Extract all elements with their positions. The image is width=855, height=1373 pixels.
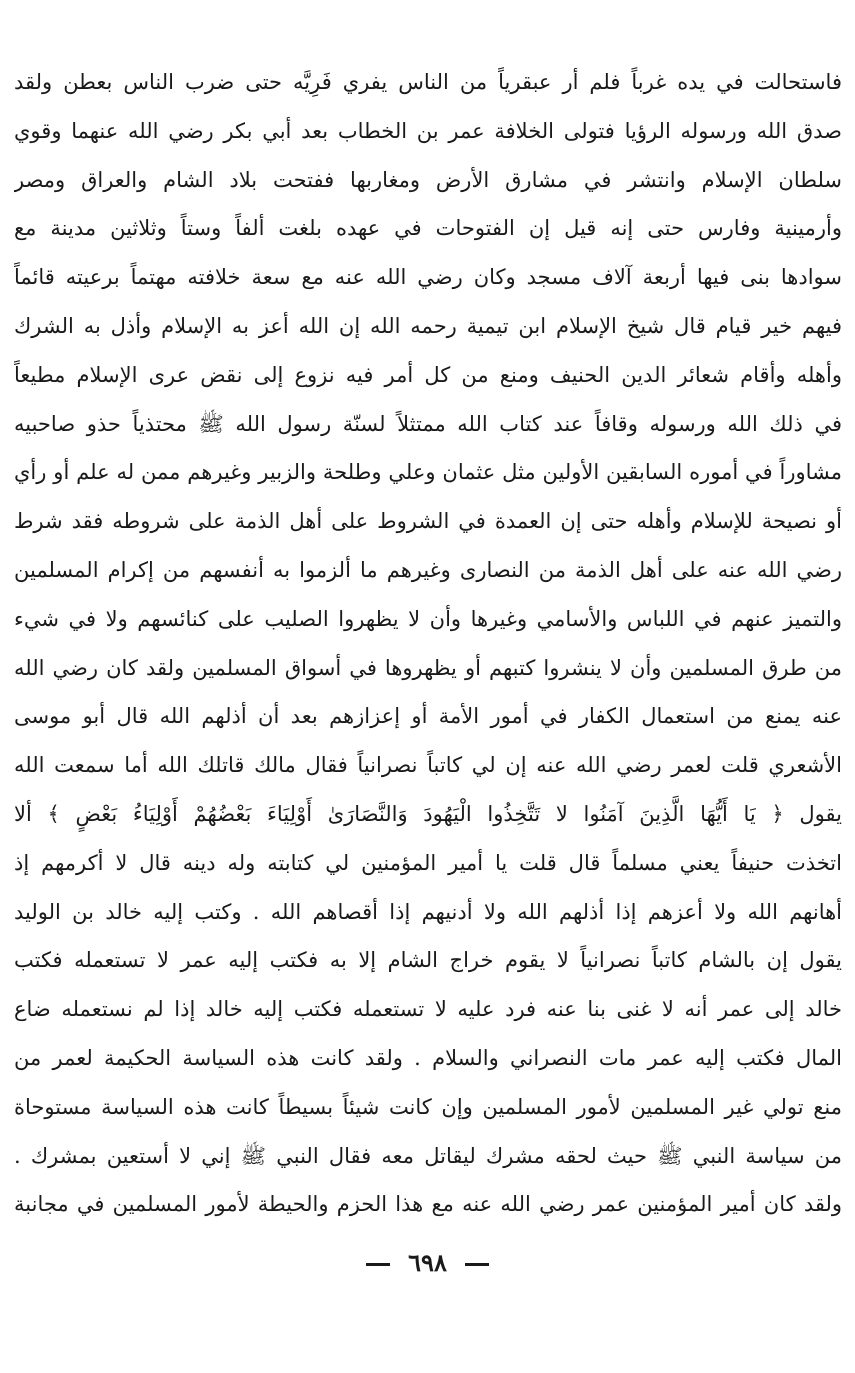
text-line: أو نصيحة للإسلام وأهله حتى إن العمدة في الشروط على أهل الذمة على شروطه فقد شرط: [14, 509, 842, 534]
text-line: سوادها بنى فيها أربعة آلاف مسجد وكان رضي الله عنه مع سعة خلافته مهتماً برعيته قائماً: [14, 265, 842, 290]
quran-verse-line: يقول ﴿ يَا أَيُّهَا الَّذِينَ آمَنُوا لا تَتَّخِذُوا الْيَهُودَ وَالنَّصَارَىٰ أَوْلِيَاءَ بَعْضُهُمْ أَوْلِيَاءُ بَعْضٍ ﴾ ألا: [14, 801, 842, 826]
text-line: أهانهم الله ولا أعزهم إذا أذلهم الله ولا أدنيهم إذا أقصاهم الله . وكتب إليه خالد بن الوليد: [14, 899, 842, 924]
page-number-value: ٦٩٨: [408, 1248, 447, 1277]
text-line: من سياسة النبي ﷺ حيث لحقه مشرك ليقاتل معه فقال النبي ﷺ إني لا أستعين بمشرك .: [14, 1143, 842, 1168]
text-line: والتميز عنهم في اللباس والأسامي وغيرها وأن لا يظهروا الصليب على كنائسهم ولا في شيء: [14, 606, 842, 631]
text-line: يقول إن بالشام كاتباً نصرانياً لا يقوم خراج الشام إلا به فكتب إليه عمر لا تستعمله فكتب: [14, 948, 842, 973]
text-line: منع تولي غير المسلمين لأمور المسلمين وإن كانت شيئاً بسيطاً كانت هذه السياسة مستوحاة: [14, 1094, 842, 1119]
text-line: من طرق المسلمين وأن لا ينشروا كتبهم أو يظهروها في أسواق المسلمين ولقد كان رضي الله: [14, 655, 842, 680]
text-line: في ذلك الله ورسوله وقافاً عند كتاب الله ممتثلاً لسنّة رسول الله ﷺ محتذياً حذو صاحبيه: [14, 411, 842, 436]
text-line: اتخذت حنيفاً يعني مسلماً قال قلت يا أمير المؤمنين لي كتابته وله دينه قال لا أكرمهم إذ: [14, 850, 842, 875]
text-line: المال فكتب إليه عمر مات النصراني والسلام . ولقد كانت هذه السياسة الحكيمة لعمر من: [14, 1045, 842, 1070]
text-line: ولقد كان أمير المؤمنين عمر رضي الله عنه مع هذا الحزم والحيطة لأمور المسلمين في مجانبة: [14, 1192, 842, 1217]
text-line: خالد إلى عمر أنه لا غنى بنا عنه فرد عليه لا تستعمله فكتب إليه خالد إذا لم نستعمله ضاع: [14, 997, 842, 1022]
text-line: فيهم خير قيام قال شيخ الإسلام ابن تيمية رحمه الله إن الله أعز به الإسلام وأذل به الشرك: [14, 313, 842, 338]
text-line: عنه يمنع من استعمال الكفار في أمور الأمة أو إعزازهم بعد أن أذلهم الله قال أبو موسى: [14, 704, 842, 729]
text-line: مشاوراً في أموره السابقين الأولين مثل عثمان وعلي وطلحة والزبير وغيرهم ممن له علم أو رأي: [14, 460, 842, 485]
text-line: رضي الله عنه على أهل الذمة من النصارى وغيرهم ما ألزموا به أنفسهم من إكرام المسلمين: [14, 557, 842, 582]
text-line: وأرمينية وفارس حتى إنه قيل إن الفتوحات في عهده بلغت ألفاً وستاً وثلاثين مدينة مع: [14, 216, 842, 241]
page-number: [0, 1248, 855, 1277]
text-line: صدق الله ورسوله الرؤيا فتولى الخلافة عمر بن الخطاب بعد أبي بكر رضي الله عنهما وقوي: [14, 118, 842, 143]
text-line: فاستحالت في يده غرباً فلم أر عبقرياً من الناس يفري فَرِيَّه حتى ضرب الناس بعطن ولقد: [14, 70, 842, 94]
page-number-dash-left: [366, 1263, 390, 1266]
text-line: الأشعري قلت لعمر رضي الله عنه إن لي كاتباً نصرانياً فقال مالك قاتلك الله أما سمعت الله: [14, 753, 842, 778]
text-line: سلطان الإسلام وانتشر في مشارق الأرض ومغاربها ففتحت بلاد الشام والعراق ومصر: [14, 167, 842, 192]
page-number-dash-right: [465, 1263, 489, 1266]
body-text: [14, 58, 842, 1229]
text-line: وأهله وأقام شعائر الدين الحنيف ومنع من كل أمر فيه نزوع إلى نقض عرى الإسلام مطيعاً: [14, 362, 842, 387]
